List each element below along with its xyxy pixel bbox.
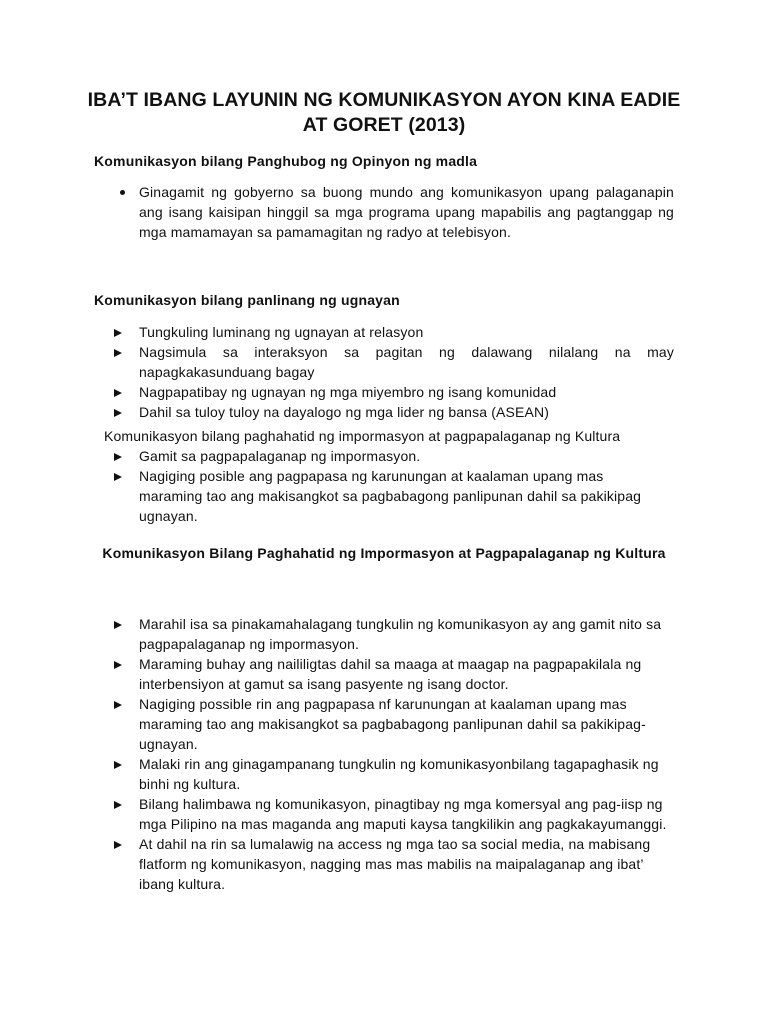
section-list-opinyon	[114, 182, 674, 242]
arrow-bullet-icon	[114, 754, 132, 774]
arrow-bullet-icon	[114, 446, 132, 466]
arrow-bullet-icon	[114, 834, 132, 854]
document-title: IBA’T IBANG LAYUNIN NG KOMUNIKASYON AYON KINA EADIE AT GORET (2013)	[87, 89, 681, 136]
arrow-bullet-icon	[114, 654, 132, 674]
arrow-bullet-icon	[114, 694, 132, 714]
list-item: Gamit sa pagpapalaganap ng impormasyon.	[114, 446, 674, 466]
list-item: Nagiging posible ang pagpapasa ng karunungan at kaalaman upang mas maraming tao ang makisangkot sa pagbabagong panlipunan dahil sa pakikipag ugnayan.	[114, 466, 674, 526]
arrow-bullet-icon	[114, 322, 132, 342]
list-item: Tungkuling luminang ng ugnayan at relasyon	[114, 322, 674, 342]
arrow-bullet-icon	[114, 794, 132, 814]
arrow-bullet-icon	[114, 614, 132, 634]
list-item: Bilang halimbawa ng komunikasyon, pinagtibay ng mga komersyal ang pag-iisp ng mga Pilipino na mas maganda ang maputi kaysa tangkilikin ang pagkakayumanggi.	[114, 794, 674, 834]
list-item: Nagiging possible rin ang pagpapasa nf karunungan at kaalaman upang mas maraming tao ang makisangkot sa pagbabagong panlipunan dahil sa pakikipag-ugnayan.	[114, 694, 674, 754]
list-item: Nagpapatibay ng ugnayan ng mga miyembro ng isang komunidad	[114, 382, 674, 402]
arrow-bullet-icon	[114, 342, 132, 362]
arrow-bullet-icon	[114, 466, 132, 486]
arrow-bullet-icon	[114, 382, 132, 402]
list-item: At dahil na rin sa lumalawig na access ng mga tao sa social media, na mabisang flatform ng komunikasyon, nagging mas mas mabilis na maipalaganap ang ibat’ ibang kultura.	[114, 834, 674, 894]
section-heading-kultura-plain: Komunikasyon bilang paghahatid ng impormasyon at pagpapalaganap ng Kultura	[104, 428, 621, 444]
section-heading-ugnayan: Komunikasyon bilang panlinang ng ugnayan	[94, 292, 400, 308]
list-item: Nagsimula sa interaksyon sa pagitan ng dalawang nilalang na may napagkakasunduang bagay	[114, 342, 674, 382]
list-item: Malaki rin ang ginagampanang tungkulin ng komunikasyonbilang tagapaghasik ng binhi ng kultura.	[114, 754, 674, 794]
list-item: Dahil sa tuloy tuloy na dayalogo ng mga lider ng bansa (ASEAN)	[114, 402, 674, 422]
list-item: Marahil isa sa pinakamahalagang tungkulin ng komunikasyon ay ang gamit nito sa pagpapalaganap ng impormasyon.	[114, 614, 674, 654]
bullet-dot-icon	[114, 182, 132, 202]
section-heading-opinyon: Komunikasyon bilang Panghubog ng Opinyon ng madla	[94, 153, 478, 169]
list-item: Ginagamit ng gobyerno sa buong mundo ang komunikasyon upang palaganapin ang isang kaisipan hinggil sa mga programa upang mapabilis ang pagtanggap ng mga mamamayan sa pamamagitan ng radyo at telebisyon.	[114, 182, 674, 242]
section-list-kultura	[114, 614, 674, 894]
arrow-bullet-icon	[114, 402, 132, 422]
section-heading-kultura: Komunikasyon Bilang Paghahatid ng Impormasyon at Pagpapalaganap ng Kultura	[102, 545, 666, 561]
section-list-kultura-plain	[114, 446, 674, 526]
section-list-ugnayan	[114, 322, 674, 422]
list-item: Maraming buhay ang naililigtas dahil sa maaga at maagap na pagpapakilala ng interbensiyon at gamut sa isang pasyente ng isang doctor.	[114, 654, 674, 694]
